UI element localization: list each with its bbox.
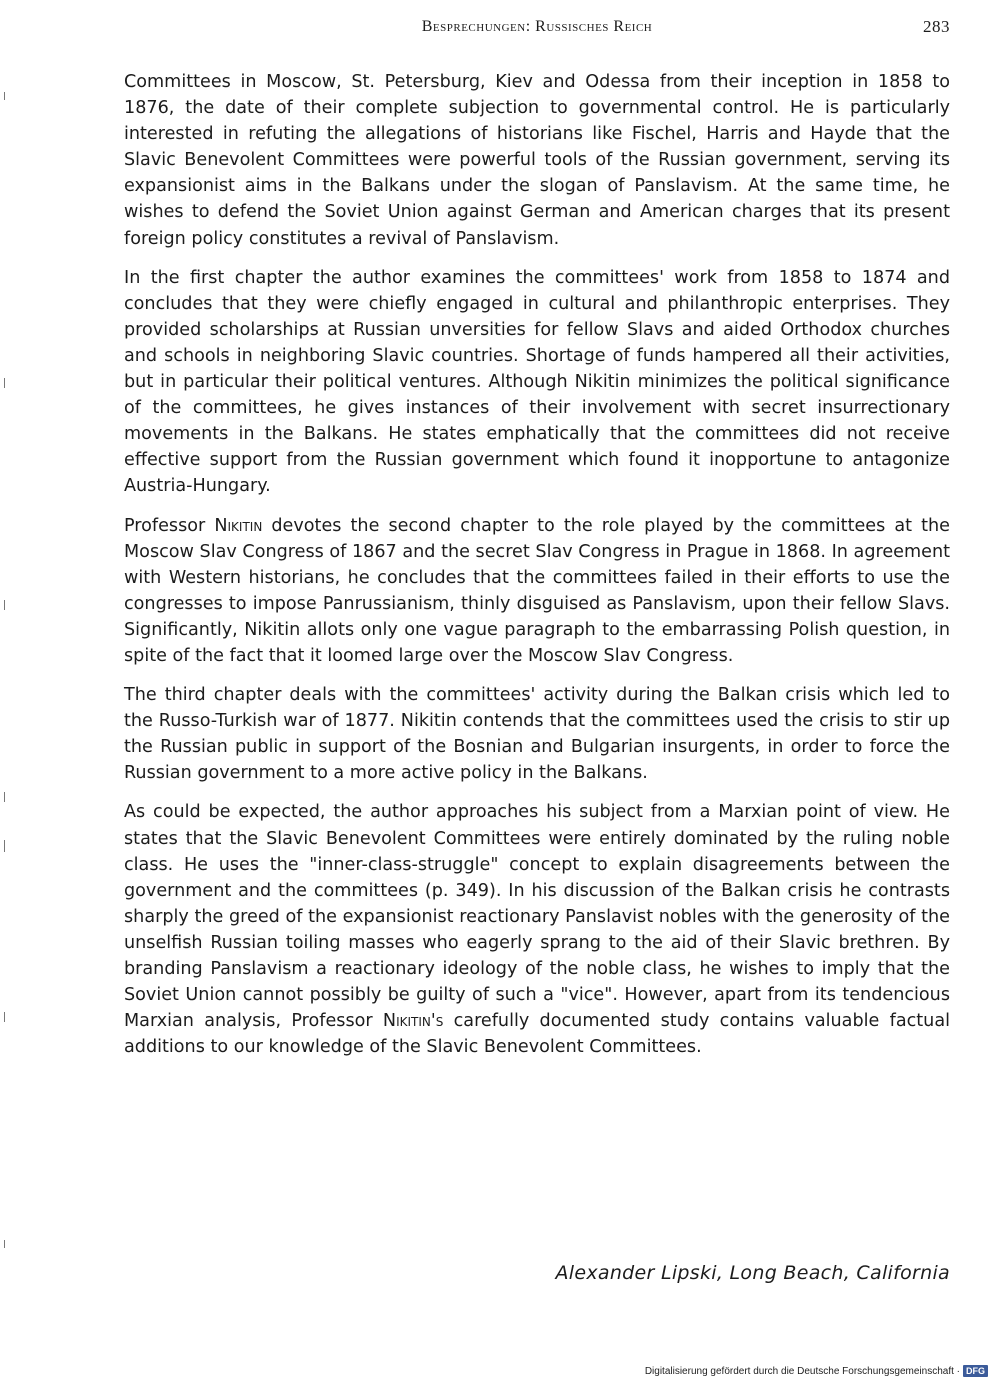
author-name-smallcaps: Nikitin's	[382, 1011, 444, 1032]
review-body	[124, 69, 950, 1073]
footer-credit: Digitalisierung gefördert durch die Deutsche Forschungsgemeinschaft ·	[644, 1365, 960, 1377]
margin-mark	[4, 840, 5, 852]
margin-mark	[4, 792, 5, 802]
dfg-logo: DFG	[963, 1365, 988, 1377]
paragraph-3-lead: Professor	[124, 515, 215, 536]
paragraph-1: Committees in Moscow, St. Petersburg, Kiev and Odessa from their inception in 1858 to 1876, the date of their complete subjection to governmental control. He is particularly interested in refuting the allegations of historians like Fischel, Harris and Hayde that the Slavic Benevolent Committees were powerful tools of the Russian government, serving its expansionist aims in the Balkans under the slogan of Panslavism. At the same time, he wishes to defend the Soviet Union against German and American charges that its present foreign policy constitutes a revival of Panslavism.	[124, 72, 950, 249]
margin-mark	[4, 1240, 5, 1248]
paragraph-5-text: As could be expected, the author approaches his subject from a Marxian point of view. He states that the Slavic Benevolent Committees were entirely dominated by the ruling noble class. He uses the "inner-class-struggle" concept to explain disagreements between the government and the committees (p. 349). In his discussion of the Balkan crisis he contrasts sharply the greed of the expansionist reactionary Panslavist nobles with the generosity of the unselfish Russian toiling masses who eagerly sprang to the aid of their Slavic brethren. By branding Panslavism a reactionary ideology of the noble class, he wishes to imply that the Soviet Union cannot possibly be guilty of such a "vice". However, apart from its tendencious Marxian analysis, Professor	[124, 802, 950, 1032]
page-number: 283	[923, 17, 950, 36]
paragraph-3	[124, 513, 950, 670]
paragraph-3-text: devotes the second chapter to the role played by the committees at the Moscow Slav Congress of 1867 and the secret Slav Congress in Prague in 1868. In agreement with Western historians, he concludes that the committees failed in their efforts to use the congresses to impose Panrussianism, thinly disguised as Panslavism, upon their fellow Slavs. Significantly, Nikitin allots only one vague paragraph to the embarrassing Polish question, in spite of the fact that it loomed large over the Moscow Slav Congress.	[124, 515, 950, 666]
paragraph-5-tail: carefully documented study contains valuable factual additions to our knowledge of the Slavic Benevolent Committees.	[124, 1011, 950, 1058]
paragraph-2: In the first chapter the author examines the committees' work from 1858 to 1874 and concludes that they were chiefly engaged in cultural and philanthropic enterprises. They provided scholarships at Russian unversities for fellow Slavs and aided Orthodox churches and schools in neighboring Slavic countries. Shortage of funds hampered all their activities, but in particular their political ventures. Although Nikitin minimizes the political significance of the committees, he gives instances of their involvement with secret insurrectionary movements in the Balkans. He states emphatically that the committees did not receive effective support from the Russian government which found it inopportune to antagonize Austria-Hungary.	[124, 267, 950, 497]
digitization-footer	[645, 1365, 988, 1377]
margin-mark	[4, 600, 5, 610]
author-name-smallcaps: Nikitin	[214, 515, 263, 536]
margin-mark	[4, 378, 5, 388]
paragraph-4: The third chapter deals with the committees' activity during the Balkan crisis which led to the Russo-Turkish war of 1877. Nikitin contends that the committees used the crisis to stir up the Russian public in support of the Bosnian and Bulgarian insurgents, in order to force the Russian government to a more active policy in the Balkans.	[124, 685, 950, 784]
running-head: Besprechungen: Russisches Reich	[421, 18, 653, 35]
margin-mark	[4, 1012, 5, 1022]
page-header	[124, 18, 950, 42]
reviewer-signature: Alexander Lipski, Long Beach, California	[555, 1262, 950, 1284]
paragraph-5	[124, 799, 950, 1060]
margin-mark	[4, 92, 5, 100]
